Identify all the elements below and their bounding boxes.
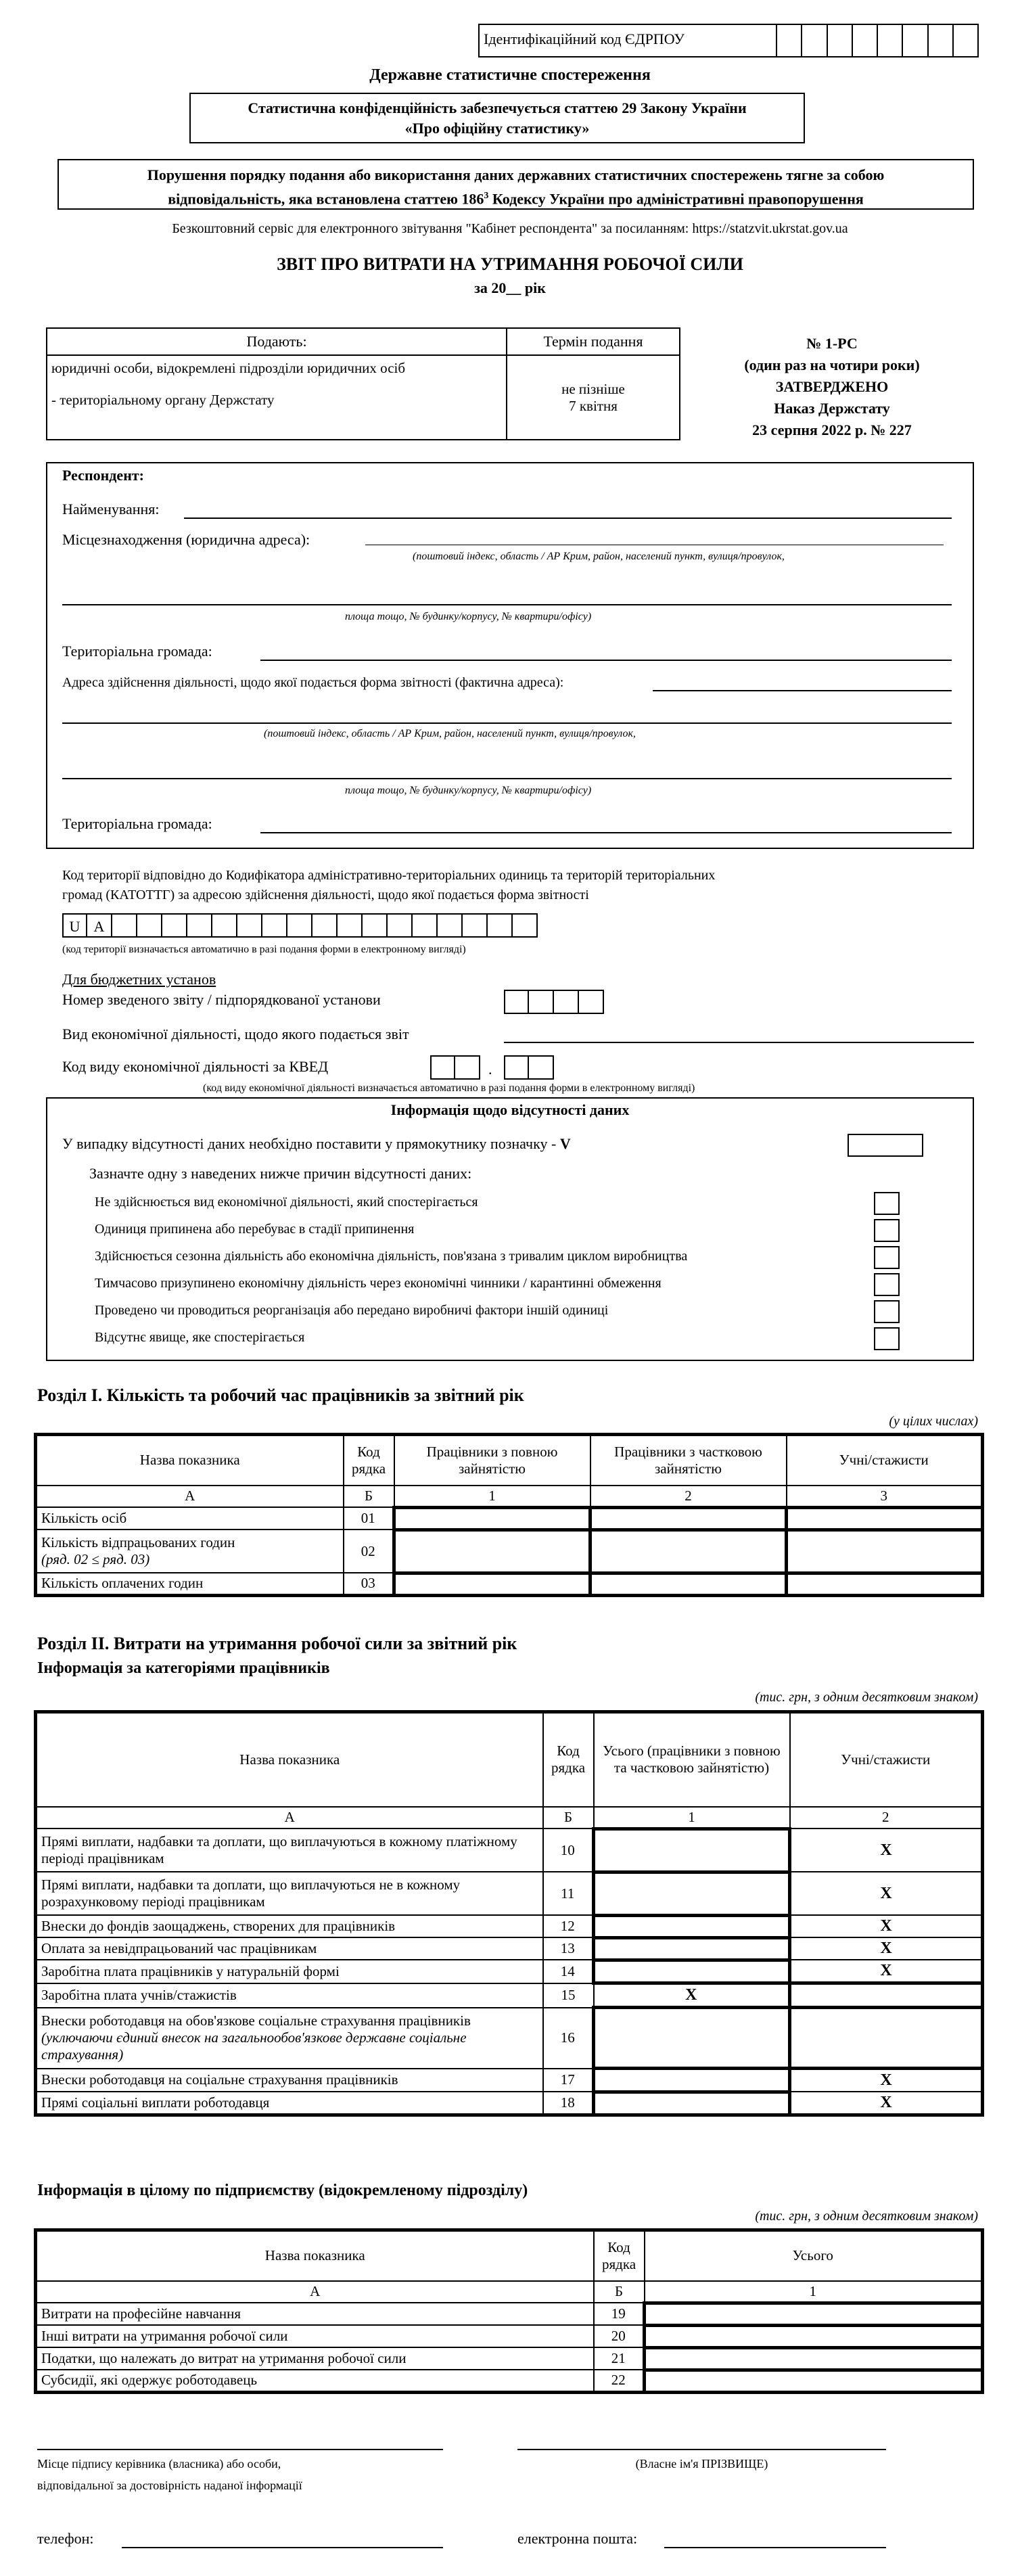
row-code: 18 [543,2092,594,2115]
report-title: ЗВІТ ПРО ВИТРАТИ НА УТРИМАННЯ РОБОЧОЇ СИЛИ [277,254,743,274]
table-row [36,1937,983,1960]
value-cell[interactable] [594,2092,790,2115]
table-row [36,1915,983,1937]
s1-letter: 3 [787,1486,983,1508]
community-label-2: Територіальна громада: [62,815,212,832]
row-code: 12 [543,1915,594,1937]
s3-letter: Б [594,2281,645,2303]
value-cell[interactable] [787,1530,983,1573]
s2-letter: А [36,1807,543,1829]
katottg-cell[interactable] [388,913,413,938]
respondent-title: Респондент: [62,467,144,484]
table-row [36,2370,983,2392]
section2-subtitle: Інформація за категоріями працівників [37,1659,330,1677]
value-cell[interactable] [787,1507,983,1530]
s2-letter: 1 [594,1807,790,1829]
x-mark: X [790,1872,983,1915]
signature-place-1: Місце підпису керівника (власника) або особи, [37,2457,281,2470]
s1-h-part: Працівники з частковою зайнятістю [590,1435,787,1486]
s2-h-code: Код рядка [543,1712,594,1807]
s2-h-total: Усього (працівники з повною та частковою зайнятістю) [594,1712,790,1807]
section3-table [34,2228,984,2394]
row-name: Кількість відпрацьованих годин (ряд. 02 ≤ ряд. 03) [36,1530,344,1573]
row-code: 14 [543,1960,594,1983]
s3-h-total: Усього [645,2230,983,2281]
reason-label: Не здійснюється вид економічної діяльності, який спостерігається [95,1195,478,1210]
row-name: Заробітна плата працівників у натуральній формі [36,1960,543,1983]
katottg-cell[interactable] [237,913,262,938]
value-cell[interactable] [594,1872,790,1915]
value-cell[interactable] [590,1507,787,1530]
table-row [36,2325,983,2347]
absence-mark-box[interactable] [848,1134,923,1157]
row-name: Кількість оплачених годин [36,1573,344,1595]
email-field[interactable] [664,2547,886,2548]
x-mark: X [790,2069,983,2092]
form-order: Наказ Держстату [774,400,890,417]
row-code: 13 [543,1937,594,1960]
katottg-cell[interactable] [262,913,287,938]
submit-header: Подають: [47,328,507,355]
row-code: 16 [543,2008,594,2069]
kved-cells-2[interactable] [504,1055,554,1080]
table-row [36,2008,983,2069]
katottg-cell[interactable] [187,913,212,938]
violation-line1: Порушення порядку подання або використання даних державних статистичних спостережень тягне за собою [147,166,885,183]
reason-checkbox[interactable] [874,1327,900,1350]
kved-label: Код виду економічної діяльності за КВЕД [62,1058,329,1075]
table-row [36,2347,983,2370]
report-year: за 20__ рік [474,279,546,296]
s1-letter: Б [344,1486,394,1508]
confidentiality-line2: «Про офіційну статистику» [404,120,590,137]
table-row [36,2069,983,2092]
violation-line2: відповідальність, яка встановлена статтею $186^3$ Кодексу України про адміністративні правопорушення [168,190,864,208]
row-code: 15 [543,1983,594,2008]
value-cell[interactable] [787,1573,983,1595]
x-mark: X [594,1983,790,2008]
form-number: № 1-РС [806,335,858,352]
value-cell[interactable] [594,2069,790,2092]
x-mark: X [790,2092,983,2115]
section3-title: Інформація в цілому по підприємству (відокремленому підрозділу) [37,2182,528,2199]
katottg-cell[interactable]: A [87,913,112,938]
katottg-cell[interactable] [463,913,488,938]
reason-label: Проведено чи проводиться реорганізація або передано виробничі фактори іншій одиниці [95,1303,609,1318]
consolidated-label: Номер зведеного звіту / підпорядкованої установи [62,991,381,1008]
signature-line[interactable] [37,2449,443,2450]
value-cell[interactable] [394,1530,590,1573]
consolidated-cells[interactable] [504,990,604,1014]
s2-h-students: Учні/стажисти [790,1712,983,1807]
deadline-cell: не пізніше 7 квітня [507,355,680,440]
katottg-cell[interactable] [363,913,388,938]
row-code: 21 [594,2347,645,2370]
submitters-cell: юридичні особи, відокремлені підрозділи юридичних осіб - територіальному органу Держстату [47,355,507,440]
value-cell[interactable] [645,2325,983,2347]
row-name: Податки, що належать до витрат на утримання робочої сили [36,2347,594,2370]
katottg-cell[interactable] [438,913,463,938]
section2-title: Розділ ІІ. Витрати на утримання робочої сили за звітний рік [37,1634,517,1653]
row-code: 22 [594,2370,645,2392]
actual-address-label: Адреса здійснення діяльності, щодо якої подається форма звітності (фактична адреса): [62,675,564,690]
s3-h-code: Код рядка [594,2230,645,2281]
row-name: Прямі виплати, надбавки та доплати, що виплачуються не в кожному розрахунковому періоді працівникам [36,1872,543,1915]
value-cell[interactable] [394,1507,590,1530]
reasons-title: Зазначте одну з наведених нижче причин відсутності даних: [89,1165,472,1182]
kved-cells-1[interactable] [430,1055,480,1080]
value-cell[interactable] [790,1983,983,2008]
katottg-cell[interactable] [137,913,162,938]
katottg-cell[interactable] [162,913,187,938]
section1-table [34,1433,984,1597]
value-cell[interactable] [594,1960,790,1983]
reason-label: Відсутнє явище, яке спостерігається [95,1330,305,1345]
address-hint-1: (поштовий індекс, область / АР Крим, район, населений пункт, вулиця/провулок, [413,551,785,562]
community-field[interactable] [260,660,952,661]
reason-label: Тимчасово призупинено економічну діяльність через економічні чинники / карантинні обмеження [95,1276,662,1291]
form-approved: ЗАТВЕРДЖЕНО [775,378,889,395]
signature-place-2: відповідальної за достовірність наданої інформації [37,2479,302,2492]
reason-checkbox[interactable] [874,1246,900,1269]
katottg-cell[interactable] [287,913,312,938]
submission-table [46,327,680,440]
s2-letter: Б [543,1807,594,1829]
table-row [36,1507,983,1530]
row-name: Оплата за невідпрацьований час працівникам [36,1937,543,1960]
s2-h-name: Назва показника [36,1712,543,1807]
katottg-text-2: громад (КАТОТТГ) за адресою здійснення діяльності, щодо якої подається форма звітності [62,888,589,902]
row-code: 17 [543,2069,594,2092]
row-code: 01 [344,1507,394,1530]
katottg-cell[interactable] [312,913,338,938]
value-cell[interactable] [790,2008,983,2069]
deadline-header: Термін подання [507,328,680,355]
absence-instruction: У випадку відсутності даних необхідно поставити у прямокутнику позначку - V [62,1135,571,1152]
section1-title: Розділ І. Кількість та робочий час працівників за звітний рік [37,1385,524,1405]
s3-h-name: Назва показника [36,2230,594,2281]
table-row [36,1960,983,1983]
community-label: Територіальна громада: [62,643,212,660]
s1-h-full: Працівники з повною зайнятістю [394,1435,590,1486]
kved-hint: (код виду економічної діяльності визначається автоматично в разі подання форми в електронному вигляді) [203,1082,695,1094]
value-cell[interactable] [590,1530,787,1573]
activity-field[interactable] [504,1042,974,1043]
s1-letter: А [36,1486,344,1508]
s1-h-students: Учні/стажисти [787,1435,983,1486]
absence-title: Інформація щодо відсутності даних [390,1101,630,1118]
katottg-cell[interactable] [513,913,538,938]
edrpou-cells[interactable] [776,25,977,56]
actual-address-field-3[interactable] [62,778,952,779]
table-row [36,2303,983,2325]
s1-letter: 2 [590,1486,787,1508]
row-name: Заробітна плата учнів/стажистів [36,1983,543,2008]
actual-address-field[interactable] [653,690,952,691]
name-hint: (Власне ім'я ПРІЗВИЩЕ) [635,2457,768,2470]
katottg-cell[interactable] [112,913,137,938]
budget-title: Для бюджетних установ [62,971,216,988]
free-service-note: Безкоштовний сервіс для електронного звітування "Кабінет респондента" за посиланням: https://statzvit.ukrstat.gov.ua [172,221,848,236]
row-name: Прямі виплати, надбавки та доплати, що виплачуються в кожному платіжному періоді працівникам [36,1828,543,1872]
observation-title: Державне статистичне спостереження [369,66,651,84]
reason-checkbox[interactable] [874,1219,900,1242]
katottg-cell[interactable] [413,913,438,938]
actual-address-field-2[interactable] [62,722,952,724]
row-name: Субсидії, які одержує роботодавець [36,2370,594,2392]
katottg-cell[interactable] [338,913,363,938]
row-name: Витрати на професійне навчання [36,2303,594,2325]
row-code: 02 [344,1530,394,1573]
row-code: 10 [543,1828,594,1872]
form-frequency: (один раз на чотири роки) [744,356,920,373]
phone-field[interactable] [122,2547,443,2548]
phone-label: телефон: [37,2530,94,2547]
reason-checkbox[interactable] [874,1192,900,1215]
violation-box [57,159,974,210]
location-label: Місцезнаходження (юридична адреса): [62,531,310,548]
x-mark: X [790,1915,983,1937]
email-label: електронна пошта: [517,2530,638,2547]
reason-checkbox[interactable] [874,1300,900,1323]
x-mark: X [790,1960,983,1983]
edrpou-box [478,24,979,58]
section3-units: (тис. грн, з одним десятковим знаком) [755,2209,978,2224]
row-code: 03 [344,1573,394,1595]
katottg-hint: (код території визначається автоматично в разі подання форми в електронному вигляді) [62,944,466,955]
s3-letter: 1 [645,2281,983,2303]
value-cell[interactable] [645,2370,983,2392]
table-row [36,1530,983,1573]
value-cell[interactable] [594,1937,790,1960]
name-label: Найменування: [62,501,160,518]
s1-h-code: Код рядка [344,1435,394,1486]
form-info [703,333,960,441]
s2-letter: 2 [790,1807,983,1829]
table-row [36,1872,983,1915]
section2-units: (тис. грн, з одним десятковим знаком) [755,1690,978,1705]
row-name: Внески роботодавця на обов'язкове соціальне страхування працівників (уключаючи єдиний внесок на загальнообов'язкове державне соціальне страхування) [36,2008,543,2069]
katottg-cell[interactable]: U [62,913,87,938]
value-cell[interactable] [594,1828,790,1872]
section1-units: (у цілих числах) [889,1414,978,1429]
row-name: Внески до фондів заощаджень, створених для працівників [36,1915,543,1937]
row-code: 20 [594,2325,645,2347]
katottg-cell[interactable] [488,913,513,938]
katottg-cells[interactable] [62,913,538,938]
table-row [36,1983,983,2008]
value-cell[interactable] [594,1915,790,1937]
row-code: 11 [543,1872,594,1915]
katottg-cell[interactable] [212,913,237,938]
row-name: Кількість осіб [36,1507,344,1530]
row-name: Прямі соціальні виплати роботодавця [36,2092,543,2115]
address-hint-3: (поштовий індекс, область / АР Крим, район, населений пункт, вулиця/провулок, [264,728,636,739]
kved-dot: . [488,1061,492,1078]
table-row [36,1828,983,1872]
s1-letter: 1 [394,1486,590,1508]
community-field-2[interactable] [260,832,952,833]
value-cell[interactable] [394,1573,590,1595]
address-hint-4: площа тощо, № будинку/корпусу, № квартири/офісу) [345,785,592,796]
location-field-2[interactable] [62,604,952,605]
name-line[interactable] [517,2449,886,2450]
table-row [36,2092,983,2115]
activity-label: Вид економічної діяльності, щодо якого подається звіт [62,1026,409,1042]
x-mark: X [790,1828,983,1872]
address-hint-2: площа тощо, № будинку/корпусу, № квартири/офісу) [345,611,592,622]
x-mark: X [790,1937,983,1960]
edrpou-label: Ідентифікаційний код ЄДРПОУ [484,30,685,47]
value-cell[interactable] [594,2008,790,2069]
name-field[interactable] [184,518,952,519]
section2-table [34,1710,984,2117]
reason-checkbox[interactable] [874,1273,900,1296]
confidentiality-line1: Статистична конфіденційність забезпечується статтею 29 Закону України [248,99,747,116]
table-row [36,1573,983,1595]
value-cell[interactable] [645,2347,983,2370]
form-date: 23 серпня 2022 р. № 227 [752,421,912,438]
value-cell[interactable] [590,1573,787,1595]
row-name: Інші витрати на утримання робочої сили [36,2325,594,2347]
row-name: Внески роботодавця на соціальне страхування працівників [36,2069,543,2092]
confidentiality-box [189,93,805,143]
reason-label: Одиниця припинена або перебуває в стадії припинення [95,1222,415,1237]
row-code: 19 [594,2303,645,2325]
reason-label: Здійснюється сезонна діяльність або економічна діяльність, пов'язана з тривалим циклом виробництва [95,1249,688,1264]
s3-letter: А [36,2281,594,2303]
value-cell[interactable] [645,2303,983,2325]
s1-h-name: Назва показника [36,1435,344,1486]
katottg-text-1: Код території відповідно до Кодифікатора адміністративно-територіальних одиниць та територій територіальних [62,868,716,883]
